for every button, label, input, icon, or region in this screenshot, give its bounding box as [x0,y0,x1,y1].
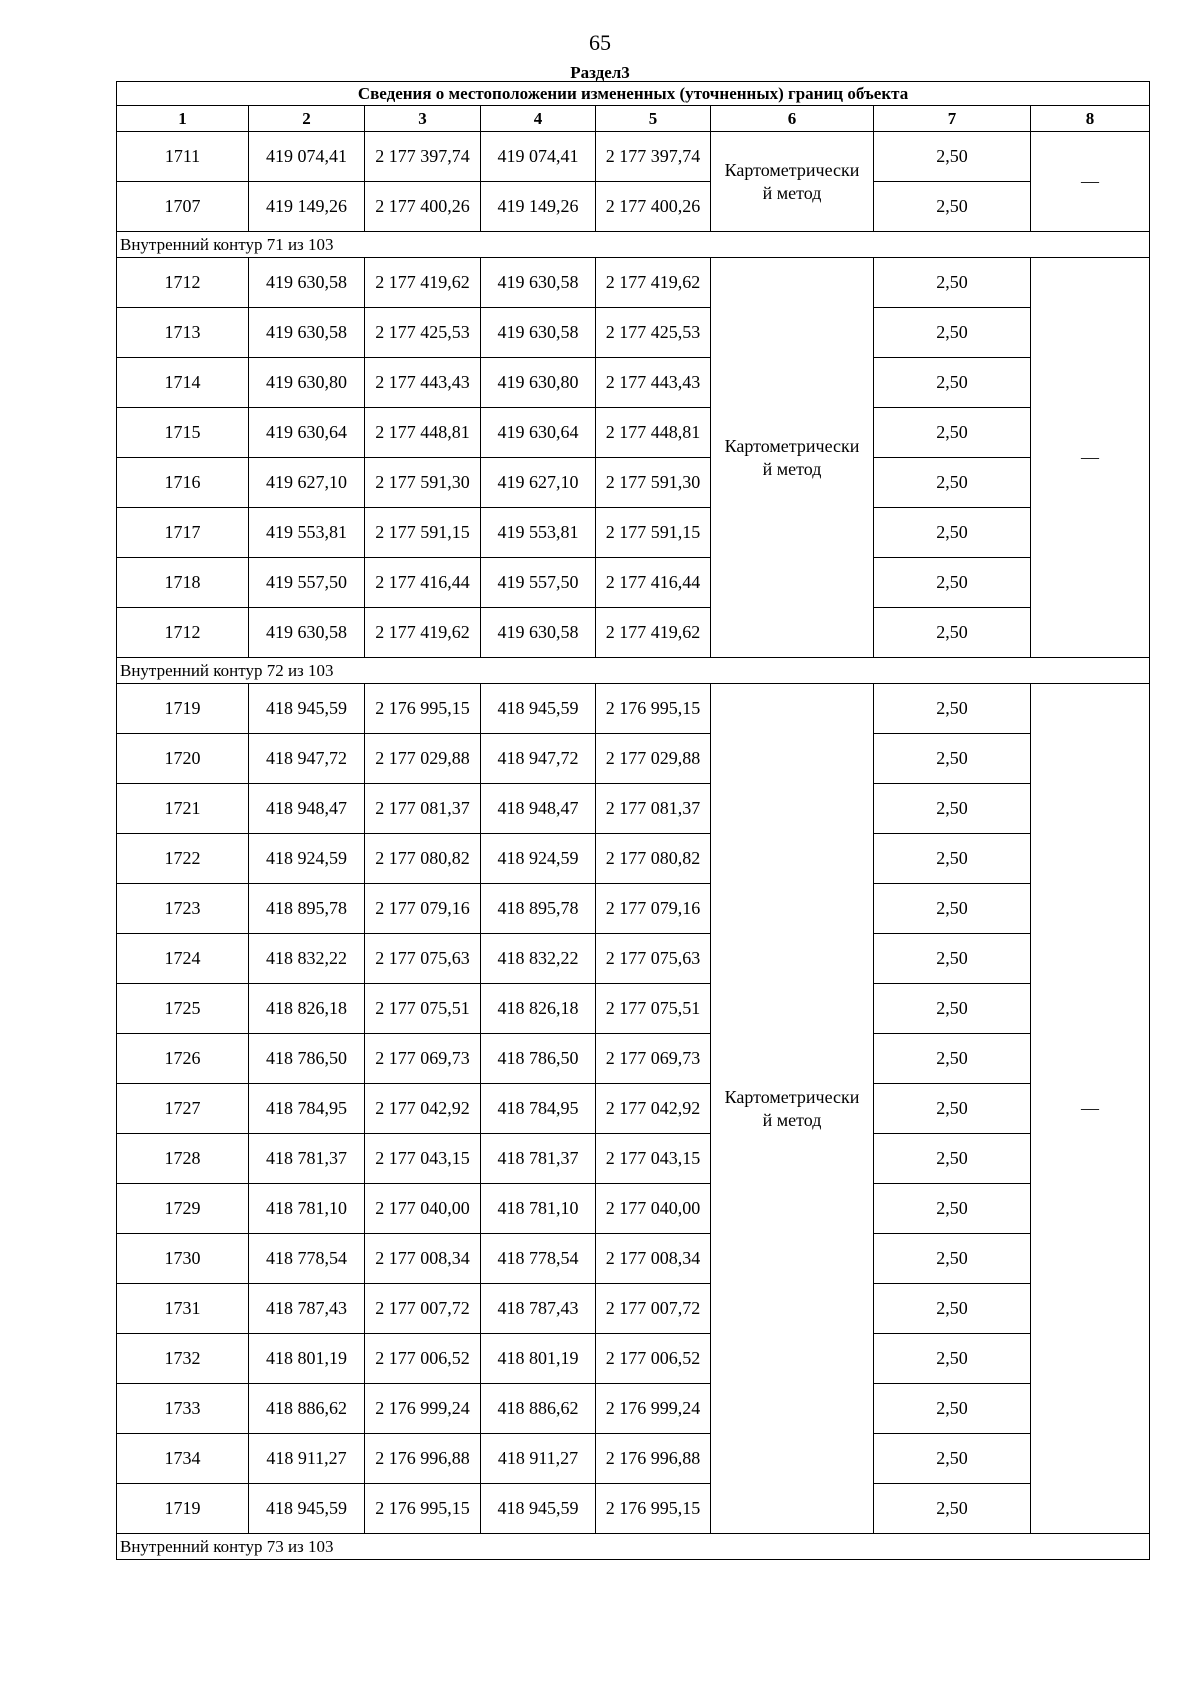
table-cell: 1728 [117,1134,249,1184]
table-cell: 418 886,62 [481,1384,596,1434]
table-cell: 2 176 996,88 [365,1434,481,1484]
table-cell: 2 177 040,00 [596,1184,711,1234]
table-row [117,984,1150,1034]
contour-label: Внутренний контур 72 из 103 [117,658,1150,684]
table-cell: 2 176 999,24 [596,1384,711,1434]
table-cell: 2 177 419,62 [365,608,481,658]
table-cell: 419 630,58 [481,608,596,658]
table-cell: 2 177 400,26 [365,182,481,232]
table-cell: 419 074,41 [481,132,596,182]
method-cell [711,258,874,658]
table-cell: 2,50 [874,734,1031,784]
table-cell: 2 177 079,16 [596,884,711,934]
table-cell: 1716 [117,458,249,508]
method-text-line2: й метод [762,182,822,203]
table-cell: 418 781,10 [481,1184,596,1234]
table-row [117,608,1150,658]
column-header: 4 [481,106,596,132]
table-cell: 418 784,95 [481,1084,596,1134]
column-header: 3 [365,106,481,132]
table-row [117,558,1150,608]
table-cell: 2 177 007,72 [365,1284,481,1334]
table-cell: 2 177 029,88 [365,734,481,784]
table-cell: 1725 [117,984,249,1034]
table-cell: 419 627,10 [481,458,596,508]
table-cell: 2,50 [874,984,1031,1034]
table-cell: 2 177 425,53 [365,308,481,358]
table-cell: 418 947,72 [481,734,596,784]
dash-cell: — [1031,684,1150,1534]
table-cell: 1715 [117,408,249,458]
table-cell: 2 177 591,30 [596,458,711,508]
table-cell: 2,50 [874,1284,1031,1334]
contour-row [117,1534,1150,1560]
column-header: 2 [249,106,365,132]
table-cell: 2,50 [874,132,1031,182]
table-row [117,1284,1150,1334]
table-cell: 2,50 [874,884,1031,934]
table-cell: 418 924,59 [481,834,596,884]
table-cell: 2,50 [874,258,1031,308]
table-cell: 2,50 [874,1434,1031,1484]
column-header: 8 [1031,106,1150,132]
table-cell: 2 177 448,81 [365,408,481,458]
table-cell: 2 177 591,30 [365,458,481,508]
table-cell: 419 630,58 [481,308,596,358]
table-cell: 2 177 069,73 [365,1034,481,1084]
method-text-line1: Картометрически [724,1086,860,1107]
dash-cell: — [1031,132,1150,232]
table-cell: 2 177 029,88 [596,734,711,784]
table-row [117,1484,1150,1534]
table-cell: 2 176 996,88 [596,1434,711,1484]
coordinates-table [116,81,1150,1560]
table-cell: 418 826,18 [249,984,365,1034]
table-cell: 2 177 080,82 [365,834,481,884]
table-cell: 1724 [117,934,249,984]
table-cell: 418 924,59 [249,834,365,884]
table-row [117,1434,1150,1484]
table-cell: 2,50 [874,408,1031,458]
table-row [117,684,1150,734]
table-cell: 419 630,64 [481,408,596,458]
table-cell: 1722 [117,834,249,884]
table-cell: 419 630,58 [249,608,365,658]
table-cell: 418 947,72 [249,734,365,784]
table-cell: 419 630,58 [249,258,365,308]
table-cell: 419 630,64 [249,408,365,458]
table-cell: 1714 [117,358,249,408]
method-text-line1: Картометрически [724,159,860,180]
contour-label: Внутренний контур 71 из 103 [117,232,1150,258]
table-cell: 2 177 443,43 [596,358,711,408]
table-row [117,1034,1150,1084]
table-row [117,934,1150,984]
table-cell: 2 177 040,00 [365,1184,481,1234]
table-cell: 2 177 443,43 [365,358,481,408]
table-cell: 418 911,27 [249,1434,365,1484]
table-cell: 2 177 591,15 [365,508,481,558]
table-cell: 2 177 591,15 [596,508,711,558]
table-cell: 418 787,43 [249,1284,365,1334]
column-header: 6 [711,106,874,132]
table-cell: 2 177 075,63 [596,934,711,984]
table-row [117,784,1150,834]
table-cell: 2 177 416,44 [365,558,481,608]
table-cell: 2,50 [874,608,1031,658]
table-cell: 2,50 [874,458,1031,508]
table-cell: 419 627,10 [249,458,365,508]
table-cell: 418 945,59 [249,1484,365,1534]
table-cell: 2 176 999,24 [365,1384,481,1434]
contour-row [117,232,1150,258]
page-number: 65 [589,30,611,55]
table-cell: 418 786,50 [481,1034,596,1084]
table-cell: 2 177 448,81 [596,408,711,458]
table-cell: 419 557,50 [481,558,596,608]
table-cell: 1713 [117,308,249,358]
contour-label: Внутренний контур 73 из 103 [117,1534,1150,1560]
table-cell: 1733 [117,1384,249,1434]
table-cell: 418 801,19 [249,1334,365,1384]
column-header: 5 [596,106,711,132]
table-cell: 419 553,81 [481,508,596,558]
method-cell [711,132,874,232]
table-cell: 2,50 [874,558,1031,608]
table-cell: 2 177 397,74 [365,132,481,182]
column-header: 7 [874,106,1031,132]
table-cell: 2 177 008,34 [596,1234,711,1284]
table-cell: 2 177 081,37 [596,784,711,834]
section-label: Раздел3 [570,63,630,82]
table-cell: 1712 [117,258,249,308]
table-cell: 2 177 006,52 [596,1334,711,1384]
table-cell: 418 784,95 [249,1084,365,1134]
table-row [117,1234,1150,1284]
table-cell: 2 177 080,82 [596,834,711,884]
table-cell: 418 832,22 [249,934,365,984]
table-cell: 2 177 042,92 [365,1084,481,1134]
table-cell: 2 177 079,16 [365,884,481,934]
table-cell: 1730 [117,1234,249,1284]
table-cell: 1719 [117,1484,249,1534]
table-cell: 1711 [117,132,249,182]
table-cell: 418 945,59 [249,684,365,734]
method-text-line2: й метод [762,1109,822,1130]
table-cell: 2 177 416,44 [596,558,711,608]
table-row [117,458,1150,508]
table-row [117,408,1150,458]
table-cell: 2,50 [874,784,1031,834]
table-row [117,734,1150,784]
table-cell: 1734 [117,1434,249,1484]
table-cell: 419 557,50 [249,558,365,608]
table-cell: 418 778,54 [481,1234,596,1284]
table-cell: 418 781,37 [481,1134,596,1184]
table-cell: 418 786,50 [249,1034,365,1084]
table-cell: 2 177 081,37 [365,784,481,834]
table-row [117,834,1150,884]
table-cell: 418 781,10 [249,1184,365,1234]
table-cell: 2,50 [874,1034,1031,1084]
table-cell: 418 945,59 [481,684,596,734]
table-title: Сведения о местоположении измененных (уточненных) границ объекта [117,82,1150,106]
table-row [117,1184,1150,1234]
table-row [117,358,1150,408]
table-row [117,1384,1150,1434]
table-cell: 2,50 [874,1134,1031,1184]
table-cell: 419 630,58 [481,258,596,308]
table-cell: 418 886,62 [249,1384,365,1434]
table-row [117,508,1150,558]
table-cell: 2 177 075,63 [365,934,481,984]
table-cell: 418 895,78 [249,884,365,934]
table-cell: 1718 [117,558,249,608]
table-row [117,132,1150,182]
table-cell: 2,50 [874,1084,1031,1134]
method-cell [711,684,874,1534]
table-cell: 2 177 042,92 [596,1084,711,1134]
table-cell: 2 177 397,74 [596,132,711,182]
table-cell: 418 911,27 [481,1434,596,1484]
table-cell: 1723 [117,884,249,934]
header-row [117,106,1150,132]
table-cell: 2 177 400,26 [596,182,711,232]
table-cell: 2,50 [874,182,1031,232]
table-cell: 2,50 [874,834,1031,884]
table-cell: 2,50 [874,1234,1031,1284]
table-cell: 1712 [117,608,249,658]
table-cell: 2,50 [874,1334,1031,1384]
table-row [117,258,1150,308]
table-row [117,884,1150,934]
table-cell: 2 176 995,15 [596,684,711,734]
table-row [117,1334,1150,1384]
table-cell: 419 630,58 [249,308,365,358]
dash-cell: — [1031,258,1150,658]
table-cell: 2 177 008,34 [365,1234,481,1284]
table-cell: 2 177 419,62 [365,258,481,308]
table-cell: 1717 [117,508,249,558]
table-cell: 1731 [117,1284,249,1334]
table-cell: 2,50 [874,308,1031,358]
table-cell: 2 177 419,62 [596,258,711,308]
table-row [117,182,1150,232]
table-cell: 1726 [117,1034,249,1084]
table-cell: 2 176 995,15 [596,1484,711,1534]
table-cell: 1721 [117,784,249,834]
table-cell: 2 176 995,15 [365,1484,481,1534]
table-cell: 1732 [117,1334,249,1384]
table-cell: 418 948,47 [249,784,365,834]
table-cell: 2,50 [874,684,1031,734]
table-cell: 419 630,80 [249,358,365,408]
table-cell: 418 781,37 [249,1134,365,1184]
table-cell: 419 553,81 [249,508,365,558]
table-cell: 2,50 [874,1484,1031,1534]
table-row [117,308,1150,358]
table-cell: 2 177 043,15 [365,1134,481,1184]
table-cell: 2 177 075,51 [365,984,481,1034]
table-cell: 418 787,43 [481,1284,596,1334]
method-text-line2: й метод [762,458,822,479]
table-cell: 1729 [117,1184,249,1234]
table-cell: 419 149,26 [481,182,596,232]
table-cell: 418 948,47 [481,784,596,834]
table-cell: 1707 [117,182,249,232]
table-cell: 2 177 006,52 [365,1334,481,1384]
table-cell: 418 826,18 [481,984,596,1034]
table-body [117,82,1150,1560]
table-cell: 2 177 425,53 [596,308,711,358]
table-cell: 1719 [117,684,249,734]
contour-row [117,658,1150,684]
method-text-line1: Картометрически [724,435,860,456]
table-cell: 2,50 [874,1184,1031,1234]
table-cell: 418 832,22 [481,934,596,984]
table-cell: 419 149,26 [249,182,365,232]
table-cell: 418 801,19 [481,1334,596,1384]
table-cell: 418 945,59 [481,1484,596,1534]
column-header: 1 [117,106,249,132]
table-cell: 418 778,54 [249,1234,365,1284]
table-cell: 2 177 075,51 [596,984,711,1034]
table-row [117,1134,1150,1184]
table-cell: 2,50 [874,358,1031,408]
table-cell: 2 176 995,15 [365,684,481,734]
table-cell: 2,50 [874,1384,1031,1434]
table-row [117,1084,1150,1134]
table-cell: 2 177 007,72 [596,1284,711,1334]
table-cell: 2,50 [874,934,1031,984]
table-cell: 1720 [117,734,249,784]
table-cell: 2 177 419,62 [596,608,711,658]
table-cell: 418 895,78 [481,884,596,934]
table-cell: 2,50 [874,508,1031,558]
table-cell: 419 630,80 [481,358,596,408]
table-cell: 419 074,41 [249,132,365,182]
table-cell: 2 177 069,73 [596,1034,711,1084]
table-cell: 1727 [117,1084,249,1134]
table-cell: 2 177 043,15 [596,1134,711,1184]
